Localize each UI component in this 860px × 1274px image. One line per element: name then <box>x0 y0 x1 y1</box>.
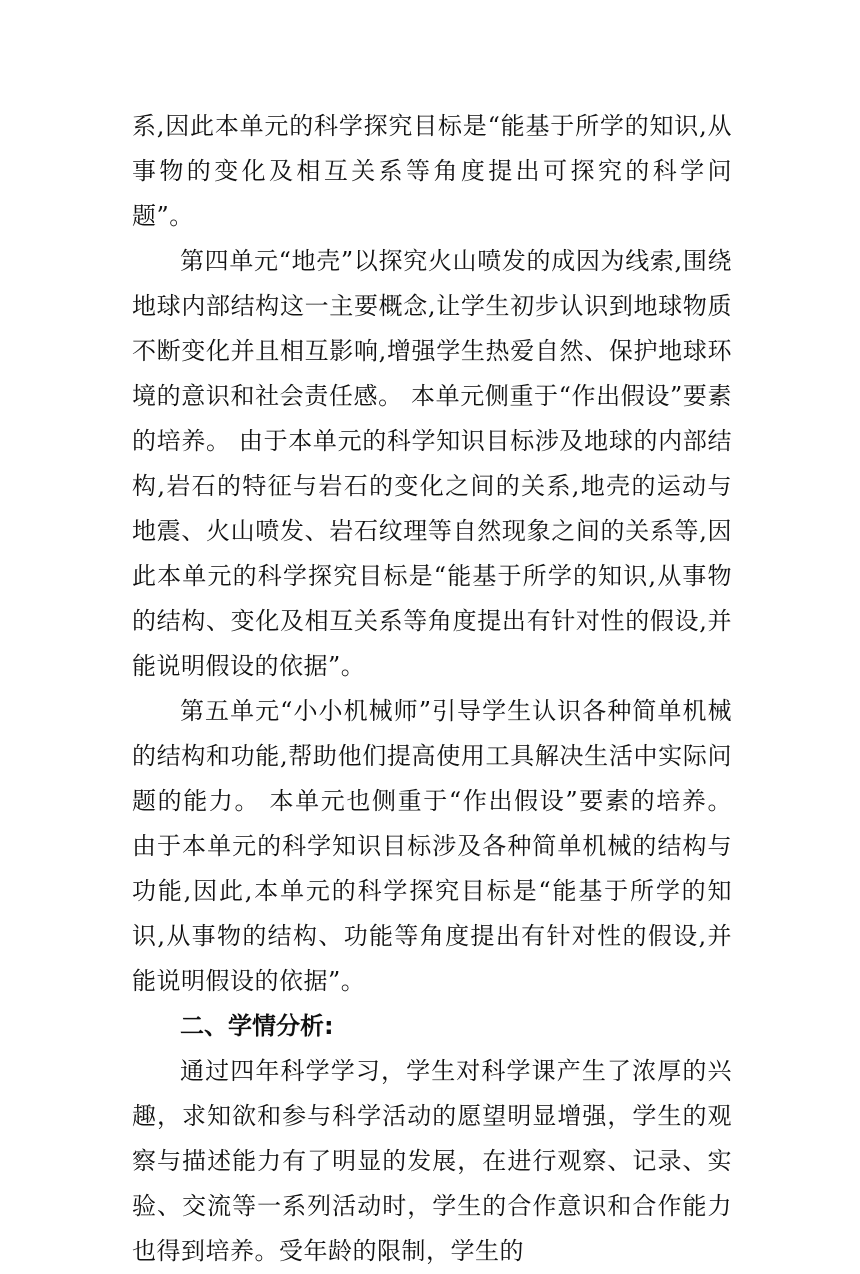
paragraph-unit-five: 第五单元“小小机械师”引导学生认识各种简单机械的结构和功能,帮助他们提高使用工具解决生活中实际问题的能力。 本单元也侧重于“作出假设”要素的培养。 由于本单元的科学知识目标涉及各种简单机械的结构与功能,因此,本单元的科学探究目标是“能基于所学的知识,从事物的结构、功能等角度提出有针对性的假设,并能说明假设的依据”。 <box>132 697 732 995</box>
paragraph-unit-four: 第四单元“地壳”以探究火山喷发的成因为线索,围绕地球内部结构这一主要概念,让学生初步认识到地球物质不断变化并且相互影响,增强学生热爱自然、保护地球环境的意识和社会责任感。 本单元侧重于“作出假设”要素的培养。 由于本单元的科学知识目标涉及地球的内部结构,岩石的特征与岩石的变化之间的关系,地壳的运动与地震、火山喷发、岩石纹理等自然现象之间的关系等,因此本单元的科学探究目标是“能基于所学的知识,从事物的结构、变化及相互关系等角度提出有针对性的假设,并能说明假设的依据”。 <box>132 247 732 680</box>
paragraph-student-analysis: 通过四年科学学习，学生对科学课产生了浓厚的兴趣，求知欲和参与科学活动的愿望明显增强，学生的观察与描述能力有了明显的发展，在进行观察、记录、实验、交流等一系列活动时，学生的合作意识和合作能力也得到培养。受年龄的限制，学生的 <box>132 1057 732 1265</box>
document-page <box>132 104 732 1274</box>
paragraph-unit-three-end: 系,因此本单元的科学探究目标是“能基于所学的知识,从事物的变化及相互关系等角度提出可探究的科学问题”。 <box>132 112 732 230</box>
section-heading: 二、学情分析: <box>180 1012 334 1040</box>
